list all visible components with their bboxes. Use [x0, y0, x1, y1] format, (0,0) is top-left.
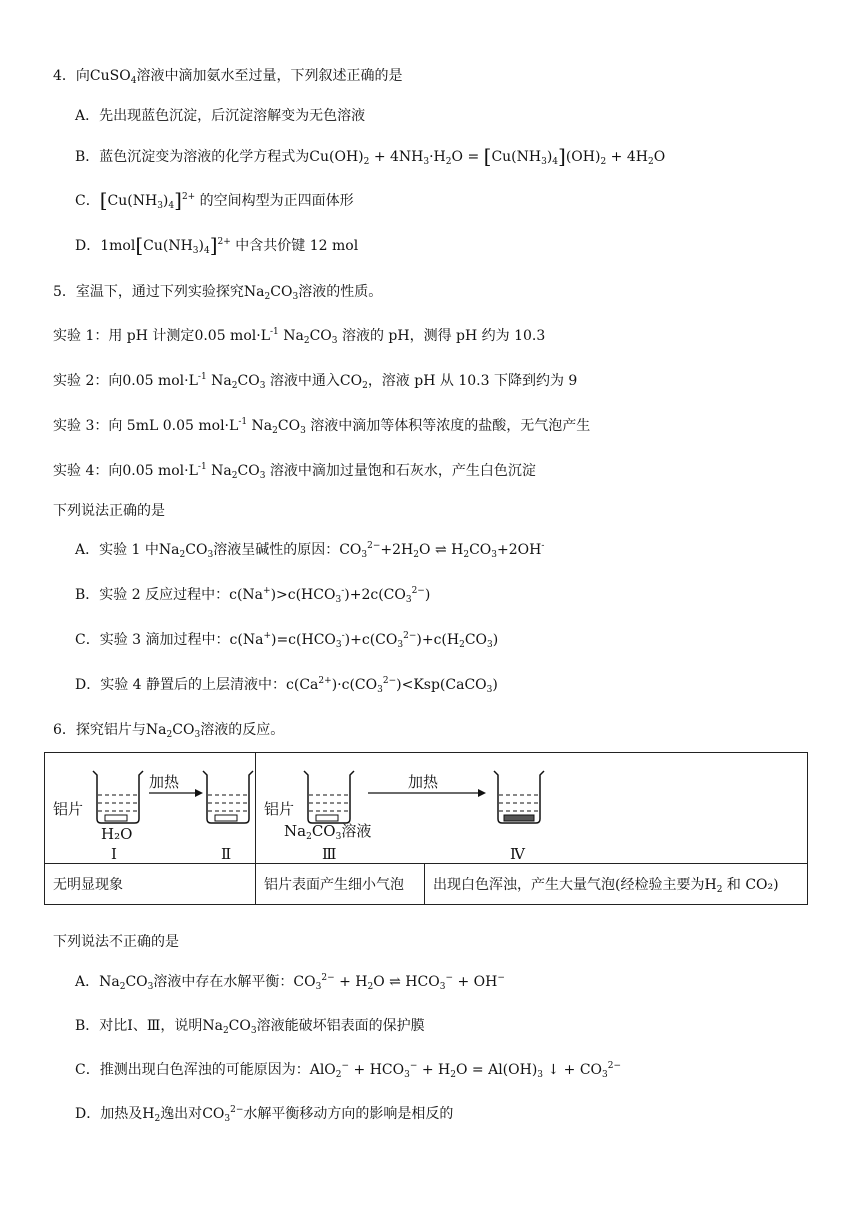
observation-1: 无明显现象: [45, 864, 256, 905]
q5-option-a: A．实验 1 中$Na_2CO_3$溶液呈碱性的原因：$CO_3^{2-}+2H_2O$ ⇌ $H_2CO_3+2OH^-$: [75, 541, 545, 560]
q4-option-d: D．$1mol[Cu(NH_3)_4]^{2+}$ 中含共价键 12 mol: [75, 233, 359, 257]
q6-stem: 6．探究铝片与$Na_2CO_3$溶液的反应。: [53, 722, 285, 740]
q5-exp4: 实验 4：向0.05 $mol\cdot L^{-1}$ $Na_2CO_3$ 溶液中滴加过量饱和石灰水，产生白色沉淀: [53, 462, 536, 481]
al-label-2: 铝片: [264, 800, 295, 818]
observation-2: 铝片表面产生细小气泡: [256, 864, 425, 905]
label-iii: Ⅲ: [322, 845, 337, 863]
q4-option-a: A．先出现蓝色沉淀，后沉淀溶解变为无色溶液: [75, 108, 366, 124]
q4-option-b: B．蓝色沉淀变为溶液的化学方程式为$Cu(OH)_2 + 4NH_3\cdot H_2O = [Cu(NH_3)_4](OH)_2 + 4H_2O$: [75, 144, 666, 168]
label-i: Ⅰ: [111, 845, 117, 863]
q5-exp1: 实验 1：用 pH 计测定0.05 $mol\cdot L^{-1}$ $Na_2CO_3$ 溶液的 pH，测得 pH 约为 10.3: [53, 327, 546, 346]
q4-option-c: C．$[Cu(NH_3)_4]^{2+}$ 的空间构型为正四面体形: [75, 188, 354, 212]
water-label: H₂O: [101, 825, 133, 843]
carbonate-solution-label: $Na_2CO_3$溶液: [284, 822, 372, 842]
q6-ask: 下列说法不正确的是: [53, 934, 179, 950]
q5-option-d: D．实验 4 静置后的上层清液中：$c(Ca^{2+})\cdot c(CO_3^{2-})<Ksp(CaCO_3)$: [75, 676, 498, 695]
figure-carbonate-cell: [256, 753, 808, 864]
heat-label-1: 加热: [149, 773, 180, 791]
q5-stem: 5．室温下，通过下列实验探究$Na_2CO_3$溶液的性质。: [53, 284, 383, 302]
q4-stem: 4．向CuSO$_4$溶液中滴加氨水至过量，下列叙述正确的是: [53, 68, 403, 86]
label-iv: Ⅳ: [510, 845, 525, 863]
q6-option-d: D．加热及$H_2$逸出对$CO_3^{2-}$水解平衡移动方向的影响是相反的: [75, 1105, 454, 1124]
beaker-figure-carbonate: [256, 753, 806, 863]
observation-3: 出现白色浑浊，产生大量气泡(经检验主要为$H_2$ 和 CO₂): [425, 864, 808, 905]
q6-option-a: A．$Na_2CO_3$溶液中存在水解平衡：$CO_3^{2-} + H_2O$ ⇌ $HCO_3^- + OH^-$: [75, 973, 505, 992]
heat-label-2: 加热: [408, 773, 439, 791]
figure-water-cell: [45, 753, 256, 864]
label-ii: Ⅱ: [221, 845, 232, 863]
q5-option-b: B．实验 2 反应过程中：$c(Na^+)>c(HCO_3^-)+2c(CO_3^{2-})$: [75, 586, 431, 605]
experiment-table: [44, 752, 808, 905]
q5-ask: 下列说法正确的是: [53, 503, 165, 519]
q5-option-c: C．实验 3 滴加过程中：$c(Na^+)=c(HCO_3^-)+c(CO_3^{2-})+c(H_2CO_3)$: [75, 631, 499, 650]
q5-exp2: 实验 2：向0.05 $mol\cdot L^{-1}$ $Na_2CO_3$ 溶液中通入$CO_2$，溶液 pH 从 10.3 下降到约为 9: [53, 372, 578, 391]
q6-option-c: C．推测出现白色浑浊的可能原因为：$AlO_2^- + HCO_3^- + H_2O = Al(OH)_3$ ↓ + $CO_3^{2-}$: [75, 1061, 622, 1080]
al-label-1: 铝片: [53, 800, 84, 818]
q5-exp3: 实验 3：向 5mL 0.05 $mol\cdot L^{-1}$ $Na_2CO_3$ 溶液中滴加等体积等浓度的盐酸，无气泡产生: [53, 417, 591, 436]
q6-option-b: B．对比Ⅰ、Ⅲ，说明$Na_2CO_3$溶液能破坏铝表面的保护膜: [75, 1018, 425, 1036]
